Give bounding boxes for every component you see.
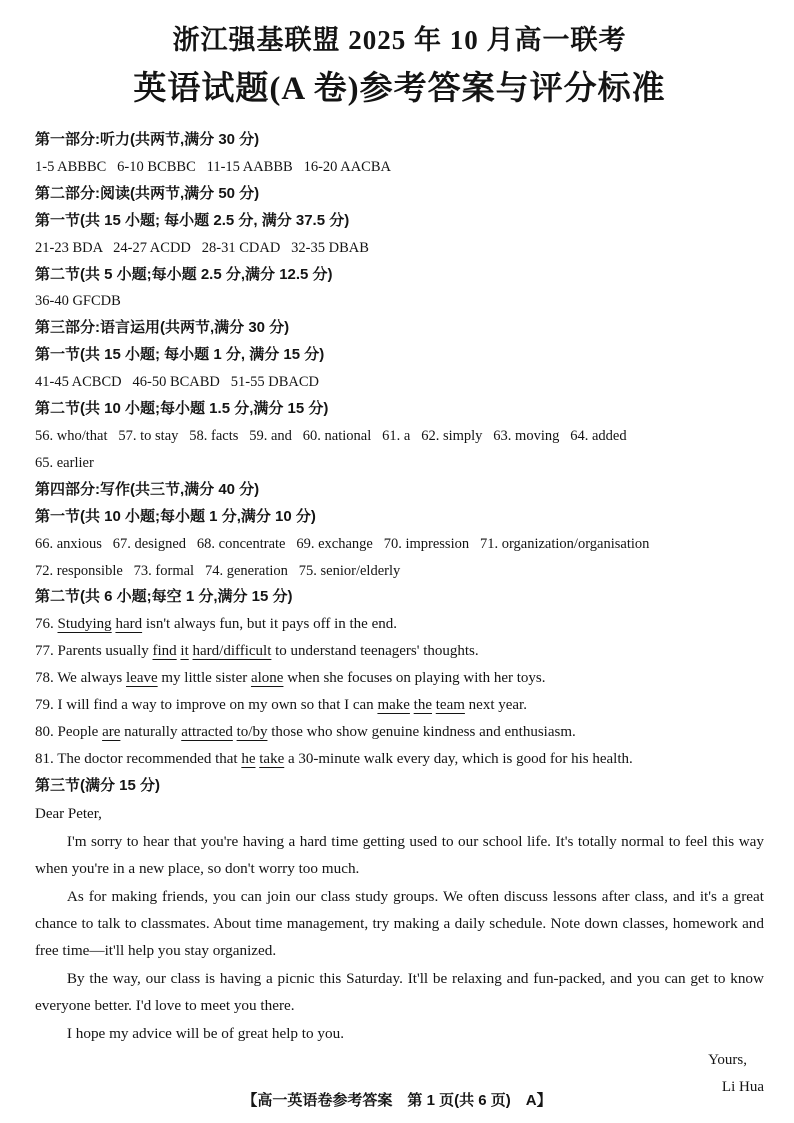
underlined-word: alone <box>250 670 284 687</box>
sentence-answer-80 <box>35 719 764 746</box>
sentence-text: to understand teenagers' thoughts. <box>271 643 479 660</box>
section-header-part4-writing: 第四部分:写作(共三节,满分 40 分) <box>35 480 260 498</box>
answer-line-listening: 1-5 ABBBC 6-10 BCBBC 11-15 AABBB 16-20 AACBA <box>35 158 391 175</box>
section-header-writing-section2: 第二节(共 6 小题;每空 1 分,满分 15 分) <box>35 588 293 606</box>
underlined-word: make <box>377 697 410 714</box>
sentence-answer-81 <box>35 746 764 773</box>
underlined-word: find <box>152 643 177 660</box>
sentence-text: 81. The doctor recommended that <box>35 750 242 767</box>
underlined-word: leave <box>126 670 158 687</box>
sentence-answer-79 <box>35 692 764 719</box>
sentence-text: 76. <box>35 616 58 633</box>
section-header-reading-section2: 第二节(共 5 小题;每小题 2.5 分,满分 12.5 分) <box>35 265 333 283</box>
letter-salutation: Dear Peter, <box>35 805 102 822</box>
letter-paragraph-1: I'm sorry to hear that you're having a hard time getting used to our school life. It's totally normal to feel this way when you're in a new place, so don't worry too much. <box>35 832 764 878</box>
letter-closing: Yours, <box>708 1052 747 1069</box>
underlined-word: hard/difficult <box>192 643 272 660</box>
answer-line-language-section1: 41-45 ACBCD 46-50 BCABD 51-55 DBACD <box>35 374 319 391</box>
sentence-text: 79. I will find a way to improve on my own so that I can <box>35 697 378 714</box>
answer-line-reading-section2: 36-40 GFCDB <box>35 293 121 310</box>
letter-paragraph-3: By the way, our class is having a picnic this Saturday. It'll be relaxing and fun-packed, and you can get to know everyone better. I'd love to meet you there. <box>35 969 764 1015</box>
underlined-word: to/by <box>236 723 268 740</box>
sentence-text: 78. We always <box>35 670 126 687</box>
sentence-text: next year. <box>464 697 527 714</box>
sentence-text: those who show genuine kindness and enthusiasm. <box>267 723 576 740</box>
sentence-text: when she focuses on playing with her toys. <box>283 670 546 687</box>
underlined-word: hard <box>115 616 143 633</box>
sentence-text: my little sister <box>157 670 251 687</box>
answer-line-writing-section1-row2: 72. responsible 73. formal 74. generation 75. senior/elderly <box>35 562 401 579</box>
underlined-word: it <box>180 643 189 660</box>
underlined-word: take <box>259 750 285 767</box>
section-header-part1-listening: 第一部分:听力(共两节,满分 30 分) <box>35 131 260 148</box>
underlined-word: he <box>241 750 256 767</box>
sentence-answer-77 <box>35 638 764 665</box>
sentence-text: naturally <box>120 723 182 740</box>
sentence-text: isn't always fun, but it pays off in the end. <box>142 616 397 633</box>
sentence-answer-78 <box>35 665 764 692</box>
underlined-word: are <box>102 723 121 740</box>
letter-paragraph-2: As for making friends, you can join our class study groups. We often discuss lessons after class, and it's a great chance to talk to classmates. About time management, try making a daily schedule. Note down classes, homework and free time—it'll help you stay organized. <box>35 887 764 960</box>
answer-line-language-section2-row1: 56. who/that 57. to stay 58. facts 59. and 60. national 61. a 62. simply 63. moving 64. added <box>35 427 627 444</box>
letter-paragraph-4: I hope my advice will be of great help to you. <box>66 1024 344 1042</box>
underlined-word: attracted <box>181 723 233 740</box>
exam-title: 浙江强基联盟 2025 年 10 月高一联考 <box>172 25 627 55</box>
answer-line-reading-section1: 21-23 BDA 24-27 ACDD 28-31 CDAD 32-35 DBAB <box>35 239 369 256</box>
underlined-word: the <box>413 697 432 714</box>
page-footer: 【高一英语卷参考答案 第 1 页(共 6 页) A】 <box>242 1092 552 1109</box>
model-essay <box>35 801 764 1102</box>
underlined-word: team <box>435 697 465 714</box>
section-header-part3-language-use: 第三部分:语言运用(共两节,满分 30 分) <box>35 319 290 337</box>
letter-signature: Li Hua <box>721 1079 764 1096</box>
section-header-writing-section3: 第三节(满分 15 分) <box>35 776 161 794</box>
section-header-part2-reading: 第二部分:阅读(共两节,满分 50 分) <box>35 184 260 202</box>
answer-line-writing-section1-row1: 66. anxious 67. designed 68. concentrate 69. exchange 70. impression 71. organization/organisation <box>35 535 650 552</box>
answer-key-body <box>35 127 764 800</box>
sentence-text: 80. People <box>35 723 103 740</box>
sentence-text: a 30-minute walk every day, which is good for his health. <box>284 750 633 767</box>
underlined-word: Studying <box>57 616 112 633</box>
sentence-text: 77. Parents usually <box>35 643 153 660</box>
sentence-answer-76 <box>35 611 764 638</box>
section-header-language-section1: 第一节(共 15 小题; 每小题 1 分, 满分 15 分) <box>35 346 325 364</box>
answer-line-language-section2-row2: 65. earlier <box>35 454 94 471</box>
section-header-writing-section1: 第一节(共 10 小题;每小题 1 分,满分 10 分) <box>35 507 316 525</box>
document-title: 英语试题(A 卷)参考答案与评分标准 <box>133 71 666 107</box>
section-header-reading-section1: 第一节(共 15 小题; 每小题 2.5 分, 满分 37.5 分) <box>35 211 350 229</box>
section-header-language-section2: 第二节(共 10 小题;每小题 1.5 分,满分 15 分) <box>35 400 329 418</box>
